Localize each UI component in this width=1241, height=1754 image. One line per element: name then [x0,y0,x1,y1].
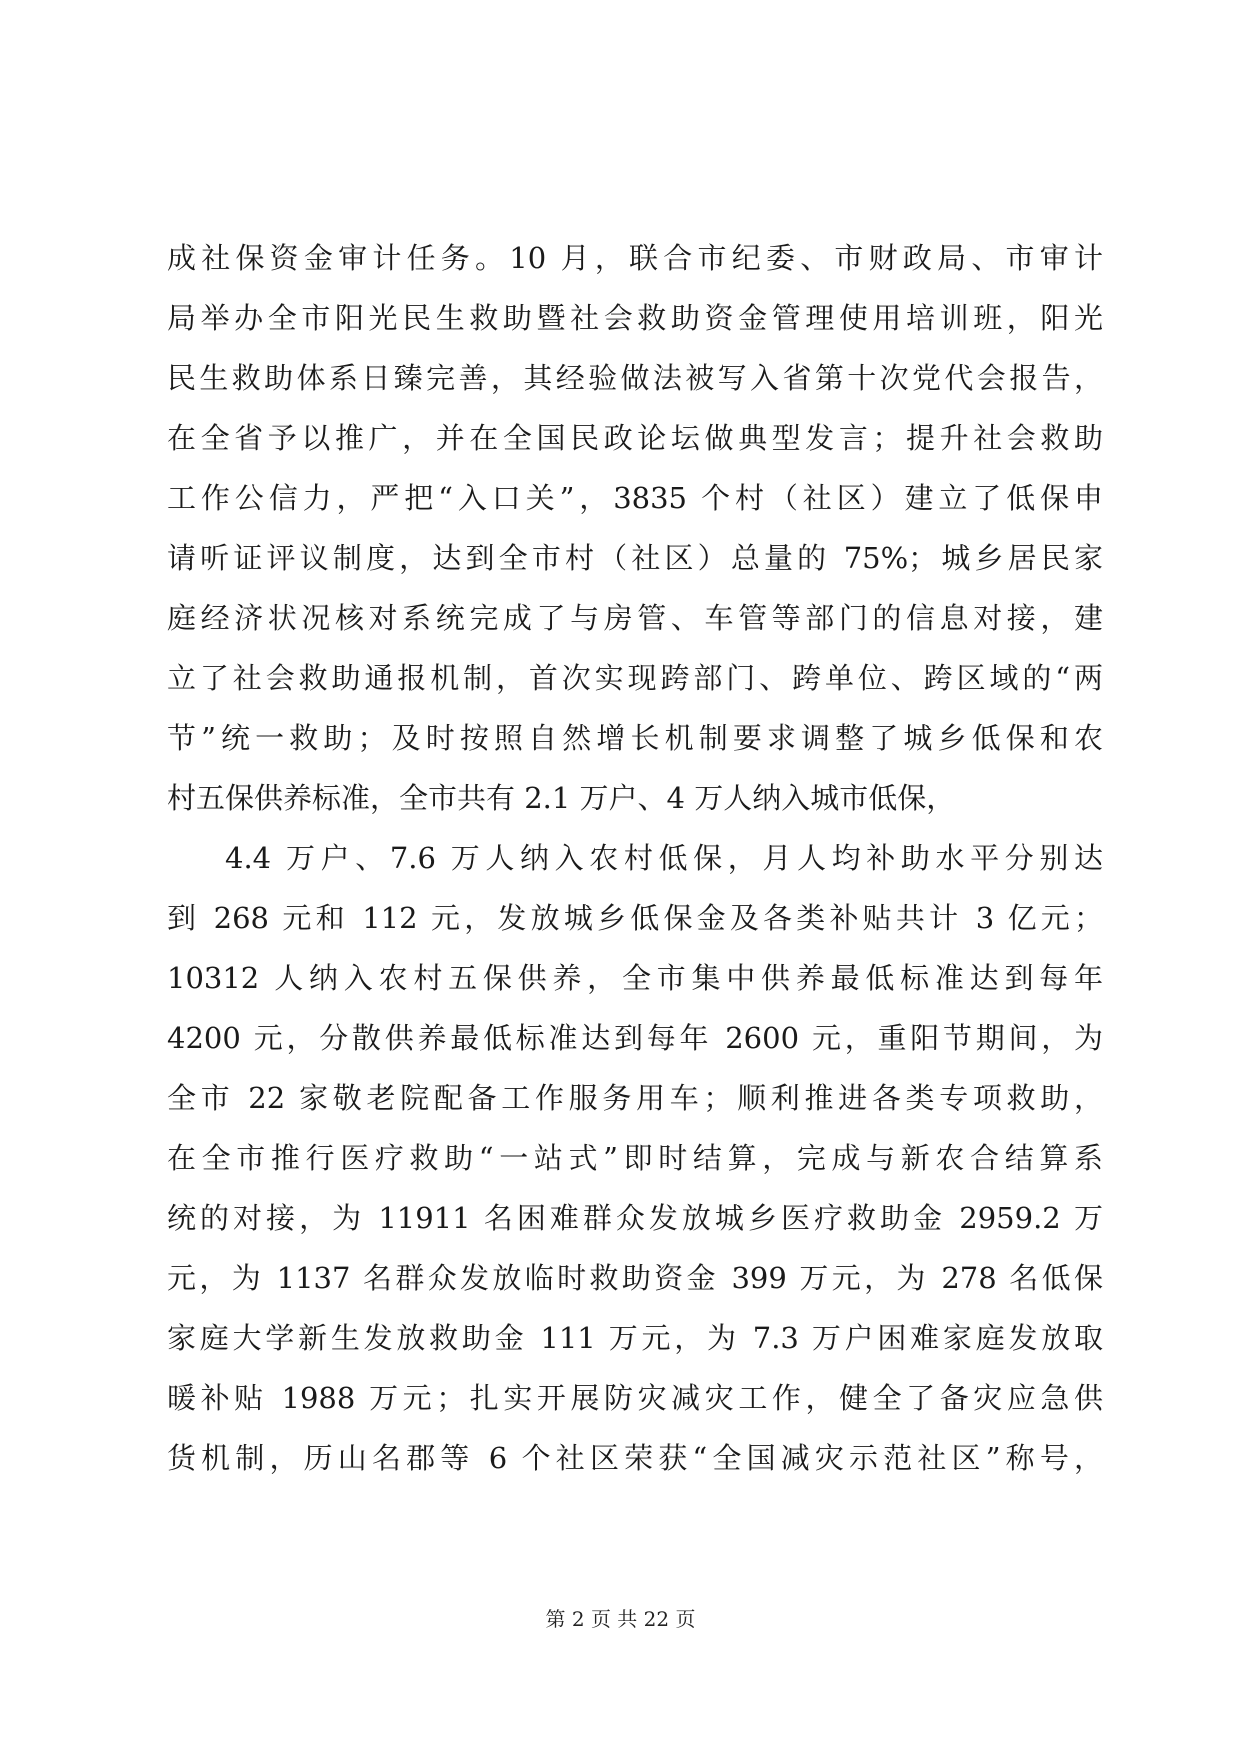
text-line: 民生救助体系日臻完善，其经验做法被写入省第十次党代会报告， [167,361,1103,395]
text-line: 10312 人纳入农村五保供养，全市集中供养最低标准达到每年 [167,961,1103,995]
text-line: 立了社会救助通报机制，首次实现跨部门、跨单位、跨区域的“两 [167,661,1103,695]
text-line: 货机制，历山名郡等 6 个社区荣获“全国减灾示范社区”称号， [167,1441,1103,1475]
text-line: 局举办全市阳光民生救助暨社会救助资金管理使用培训班，阳光 [167,301,1103,335]
text-line: 暖补贴 1988 万元；扎实开展防灾减灾工作，健全了备灾应急供 [167,1381,1103,1415]
text-line: 在全市推行医疗救助“一站式”即时结算，完成与新农合结算系 [167,1141,1103,1175]
text-line: 节”统一救助；及时按照自然增长机制要求调整了城乡低保和农 [167,721,1103,755]
text-line: 请听证评议制度，达到全市村（社区）总量的 75%；城乡居民家 [167,541,1103,575]
page-number-footer: 第 2 页 共 22 页 [545,1607,696,1631]
text-line: 到 268 元和 112 元，发放城乡低保金及各类补贴共计 3 亿元； [167,901,1103,935]
text-line: 在全省予以推广，并在全国民政论坛做典型发言；提升社会救助 [167,421,1103,455]
text-line: 全市 22 家敬老院配备工作服务用车；顺利推进各类专项救助， [167,1081,1103,1115]
text-line: 成社保资金审计任务。10 月，联合市纪委、市财政局、市审计 [167,241,1103,275]
text-line: 元，为 1137 名群众发放临时救助资金 399 万元，为 278 名低保 [167,1261,1103,1295]
text-line: 4200 元，分散供养最低标准达到每年 2600 元，重阳节期间，为 [167,1021,1103,1055]
text-line: 统的对接，为 11911 名困难群众发放城乡医疗救助金 2959.2 万 [167,1201,1103,1235]
text-line: 工作公信力，严把“入口关”，3835 个村（社区）建立了低保申 [167,481,1103,515]
text-line: 村五保供养标准，全市共有 2.1 万户、4 万人纳入城市低保， [167,781,956,815]
text-line: 庭经济状况核对系统完成了与房管、车管等部门的信息对接，建 [167,601,1103,635]
text-line: 家庭大学新生发放救助金 111 万元，为 7.3 万户困难家庭发放取 [167,1321,1103,1355]
paragraph-first-line: 4.4 万户、7.6 万人纳入农村低保，月人均补助水平分别达 [225,841,1103,875]
